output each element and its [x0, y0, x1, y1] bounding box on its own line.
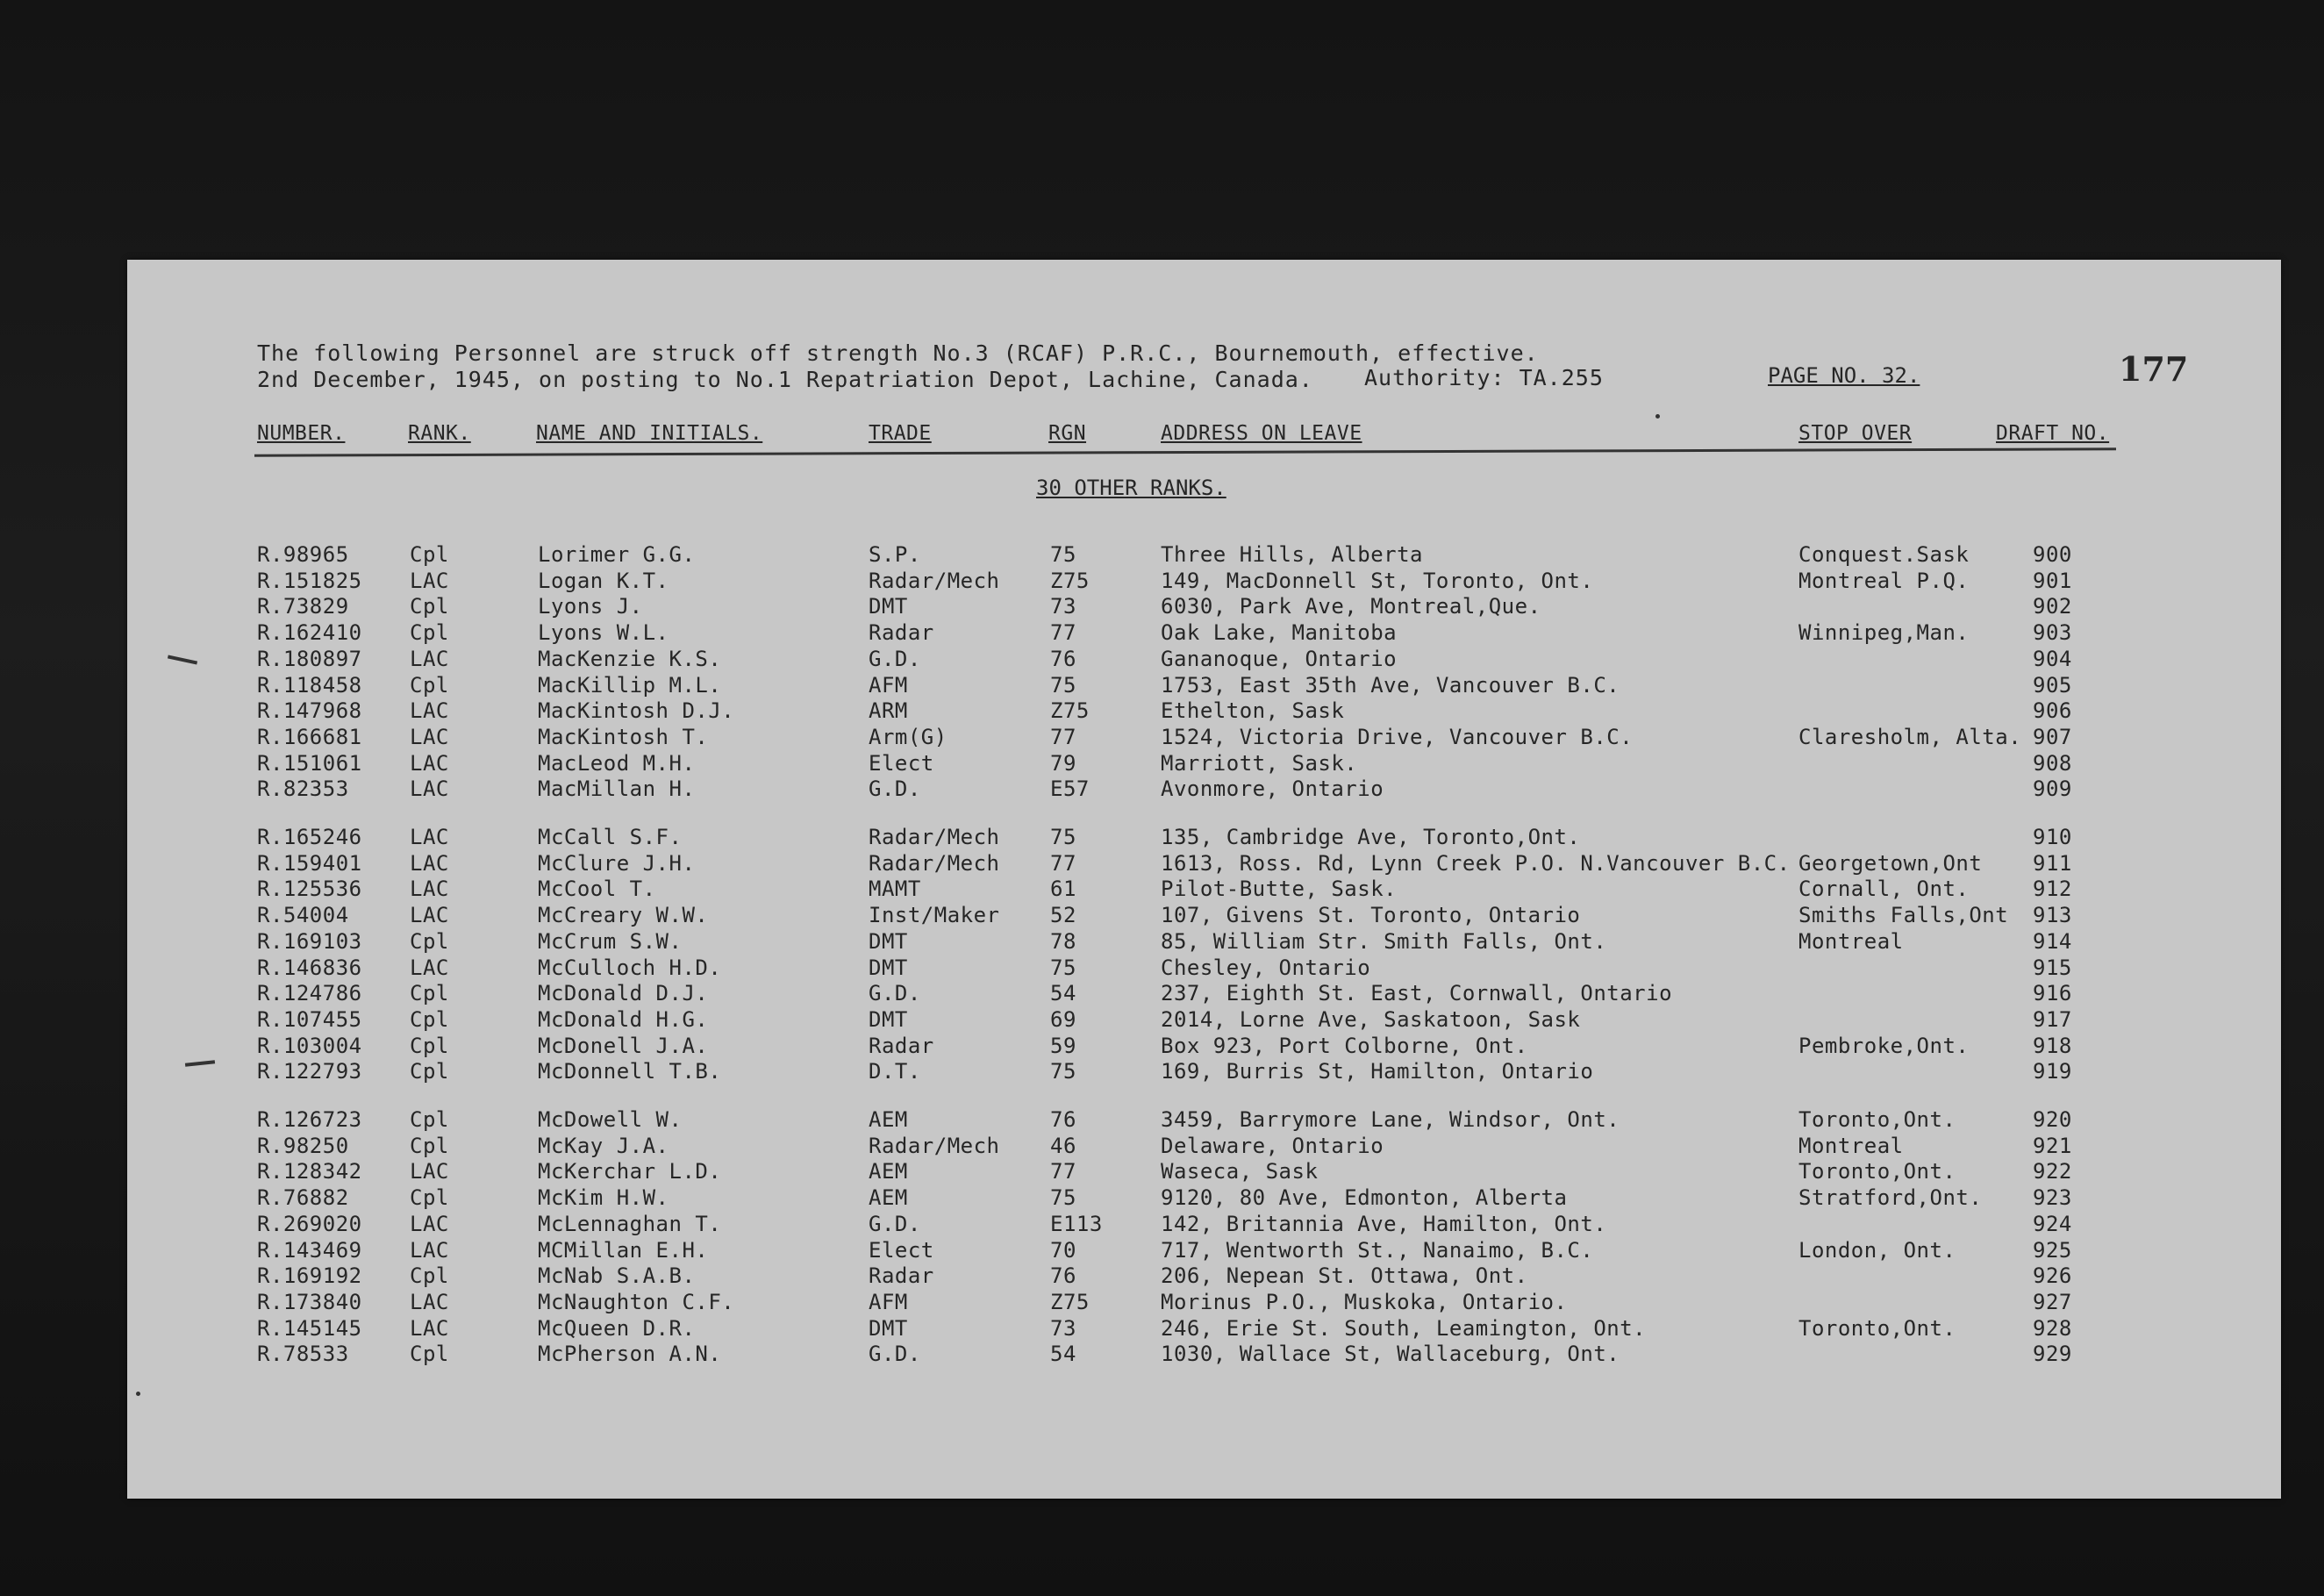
cell-stopover: Montreal: [1798, 929, 1904, 954]
cell-rank: LAC: [410, 1316, 449, 1341]
table-row: [127, 777, 2281, 801]
cell-rgn: 77: [1050, 620, 1076, 645]
cell-rgn: 78: [1050, 929, 1076, 954]
cell-rgn: 69: [1050, 1007, 1076, 1032]
cell-address: 149, MacDonnell St, Toronto, Ont.: [1161, 569, 1594, 593]
cell-number: R.76882: [257, 1185, 349, 1210]
cell-rgn: 77: [1050, 851, 1076, 876]
table-row: [127, 1007, 2281, 1032]
cell-rank: LAC: [410, 569, 449, 593]
table-row: [127, 1290, 2281, 1314]
cell-trade: DMT: [869, 955, 908, 980]
cell-rank: Cpl: [410, 1134, 449, 1158]
cell-name: McNab S.A.B.: [538, 1263, 696, 1288]
table-row: [127, 594, 2281, 619]
table-row: [127, 1316, 2281, 1341]
cell-trade: Radar/Mech: [869, 1134, 1000, 1158]
cell-name: MacLeod M.H.: [538, 751, 696, 776]
table-row: [127, 851, 2281, 876]
cell-trade: G.D.: [869, 981, 921, 1006]
cell-trade: DMT: [869, 929, 908, 954]
cell-draft: 905: [2033, 673, 2072, 698]
cell-number: R.147968: [257, 698, 362, 723]
cell-address: 1753, East 35th Ave, Vancouver B.C.: [1161, 673, 1620, 698]
cell-address: 1524, Victoria Drive, Vancouver B.C.: [1161, 725, 1634, 749]
cell-name: McLennaghan T.: [538, 1212, 722, 1236]
cell-draft: 915: [2033, 955, 2072, 980]
cell-rank: LAC: [410, 955, 449, 980]
cell-trade: Arm(G): [869, 725, 947, 749]
col-rgn: RGN: [1048, 422, 1087, 445]
col-trade: TRADE: [869, 422, 932, 445]
cell-rgn: 75: [1050, 1059, 1076, 1084]
cell-rgn: 75: [1050, 542, 1076, 567]
cell-rank: Cpl: [410, 594, 449, 619]
cell-name: McDonald D.J.: [538, 981, 709, 1006]
cell-rank: LAC: [410, 777, 449, 801]
cell-number: R.143469: [257, 1238, 362, 1263]
cell-number: R.169192: [257, 1263, 362, 1288]
cell-number: R.151825: [257, 569, 362, 593]
cell-rank: LAC: [410, 725, 449, 749]
cell-address: Marriott, Sask.: [1161, 751, 1358, 776]
cell-address: 206, Nepean St. Ottawa, Ont.: [1161, 1263, 1528, 1288]
cell-draft: 914: [2033, 929, 2072, 954]
cell-rgn: 59: [1050, 1034, 1076, 1058]
ink-dot: [1655, 414, 1660, 419]
cell-draft: 907: [2033, 725, 2072, 749]
cell-rgn: 46: [1050, 1134, 1076, 1158]
cell-rank: LAC: [410, 825, 449, 849]
cell-number: R.146836: [257, 955, 362, 980]
cell-rank: Cpl: [410, 981, 449, 1006]
cell-stopover: Conquest.Sask: [1798, 542, 1970, 567]
cell-stopover: Stratford,Ont.: [1798, 1185, 1983, 1210]
cell-rgn: 77: [1050, 725, 1076, 749]
cell-address: 1613, Ross. Rd, Lynn Creek P.O. N.Vancouver B.C.: [1161, 851, 1791, 876]
cell-number: R.180897: [257, 647, 362, 671]
col-address: ADDRESS ON LEAVE: [1161, 422, 1362, 445]
cell-draft: 917: [2033, 1007, 2072, 1032]
cell-number: R.107455: [257, 1007, 362, 1032]
cell-trade: G.D.: [869, 647, 921, 671]
cell-rgn: E57: [1050, 777, 1090, 801]
cell-address: 9120, 80 Ave, Edmonton, Alberta: [1161, 1185, 1568, 1210]
cell-number: R.98250: [257, 1134, 349, 1158]
table-row: [127, 1212, 2281, 1236]
cell-stopover: London, Ont.: [1798, 1238, 1956, 1263]
cell-number: R.54004: [257, 903, 349, 927]
cell-name: MacKillip M.L.: [538, 673, 722, 698]
header-line-1: The following Personnel are struck off strength No.3 (RCAF) P.R.C., Bournemouth, effective.: [257, 340, 1539, 366]
table-row: [127, 725, 2281, 749]
table-row: [127, 1185, 2281, 1210]
cell-trade: Radar: [869, 1263, 934, 1288]
cell-draft: 924: [2033, 1212, 2072, 1236]
cell-number: R.126723: [257, 1107, 362, 1132]
cell-number: R.98965: [257, 542, 349, 567]
cell-rank: Cpl: [410, 1107, 449, 1132]
cell-trade: Radar: [869, 1034, 934, 1058]
page-number: PAGE NO. 32.: [1768, 363, 1920, 388]
table-row: [127, 1238, 2281, 1263]
cell-name: McPherson A.N.: [538, 1342, 722, 1366]
cell-trade: DMT: [869, 1007, 908, 1032]
cell-address: Chesley, Ontario: [1161, 955, 1371, 980]
cell-number: R.166681: [257, 725, 362, 749]
cell-rank: LAC: [410, 1159, 449, 1184]
cell-draft: 918: [2033, 1034, 2072, 1058]
table-row: [127, 955, 2281, 980]
cell-draft: 904: [2033, 647, 2072, 671]
cell-rgn: 79: [1050, 751, 1076, 776]
cell-name: McQueen D.R.: [538, 1316, 696, 1341]
cell-rgn: 76: [1050, 1263, 1076, 1288]
cell-draft: 919: [2033, 1059, 2072, 1084]
cell-stopover: Smiths Falls,Ont: [1798, 903, 2009, 927]
cell-rank: LAC: [410, 751, 449, 776]
cell-name: McDonald H.G.: [538, 1007, 709, 1032]
cell-rank: Cpl: [410, 1342, 449, 1366]
cell-stopover: Pembroke,Ont.: [1798, 1034, 1970, 1058]
cell-rgn: Z75: [1050, 1290, 1090, 1314]
cell-rgn: 77: [1050, 1159, 1076, 1184]
cell-rgn: 73: [1050, 1316, 1076, 1341]
cell-name: McCreary W.W.: [538, 903, 709, 927]
cell-rgn: 54: [1050, 981, 1076, 1006]
cell-rgn: 75: [1050, 1185, 1076, 1210]
table-row: [127, 929, 2281, 954]
cell-rank: Cpl: [410, 620, 449, 645]
cell-rank: Cpl: [410, 542, 449, 567]
cell-name: MCMillan E.H.: [538, 1238, 709, 1263]
folio-number: 177: [2119, 349, 2189, 389]
cell-draft: 902: [2033, 594, 2072, 619]
cell-draft: 921: [2033, 1134, 2072, 1158]
cell-name: McCulloch H.D.: [538, 955, 722, 980]
cell-name: Lorimer G.G.: [538, 542, 696, 567]
cell-stopover: Montreal P.Q.: [1798, 569, 1970, 593]
cell-number: R.165246: [257, 825, 362, 849]
cell-draft: 901: [2033, 569, 2072, 593]
cell-address: Waseca, Sask: [1161, 1159, 1319, 1184]
cell-name: McDowell W.: [538, 1107, 683, 1132]
cell-address: Box 923, Port Colborne, Ont.: [1161, 1034, 1528, 1058]
table-row: [127, 1059, 2281, 1084]
cell-address: 237, Eighth St. East, Cornwall, Ontario: [1161, 981, 1673, 1006]
cell-address: Three Hills, Alberta: [1161, 542, 1423, 567]
table-row: [127, 1034, 2281, 1058]
cell-trade: Radar/Mech: [869, 569, 1000, 593]
cell-trade: ARM: [869, 698, 908, 723]
cell-trade: AEM: [869, 1159, 908, 1184]
cell-name: Lyons W.L.: [538, 620, 669, 645]
cell-number: R.159401: [257, 851, 362, 876]
cell-address: Oak Lake, Manitoba: [1161, 620, 1398, 645]
cell-address: 2014, Lorne Ave, Saskatoon, Sask: [1161, 1007, 1581, 1032]
cell-number: R.128342: [257, 1159, 362, 1184]
cell-name: McDonnell T.B.: [538, 1059, 722, 1084]
cell-stopover: Montreal: [1798, 1134, 1904, 1158]
cell-rgn: 76: [1050, 647, 1076, 671]
cell-name: McNaughton C.F.: [538, 1290, 735, 1314]
cell-stopover: Winnipeg,Man.: [1798, 620, 1970, 645]
cell-stopover: Toronto,Ont.: [1798, 1316, 1956, 1341]
cell-trade: DMT: [869, 594, 908, 619]
cell-address: 3459, Barrymore Lane, Windsor, Ont.: [1161, 1107, 1620, 1132]
cell-trade: Elect: [869, 1238, 934, 1263]
cell-trade: S.P.: [869, 542, 921, 567]
cell-rank: Cpl: [410, 1034, 449, 1058]
cell-trade: AEM: [869, 1107, 908, 1132]
cell-trade: D.T.: [869, 1059, 921, 1084]
cell-number: R.269020: [257, 1212, 362, 1236]
cell-number: R.118458: [257, 673, 362, 698]
cell-draft: 926: [2033, 1263, 2072, 1288]
cell-draft: 909: [2033, 777, 2072, 801]
cell-number: R.173840: [257, 1290, 362, 1314]
cell-number: R.151061: [257, 751, 362, 776]
table-row: [127, 1263, 2281, 1288]
table-row: [127, 647, 2281, 671]
col-name: NAME AND INITIALS.: [536, 422, 763, 445]
cell-rgn: 75: [1050, 955, 1076, 980]
cell-name: McCall S.F.: [538, 825, 683, 849]
cell-number: R.162410: [257, 620, 362, 645]
cell-number: R.122793: [257, 1059, 362, 1084]
cell-rgn: Z75: [1050, 698, 1090, 723]
cell-rank: Cpl: [410, 1007, 449, 1032]
cell-number: R.78533: [257, 1342, 349, 1366]
cell-trade: Radar/Mech: [869, 851, 1000, 876]
cell-address: 107, Givens St. Toronto, Ontario: [1161, 903, 1581, 927]
cell-rgn: 73: [1050, 594, 1076, 619]
cell-stopover: Georgetown,Ont: [1798, 851, 1983, 876]
cell-trade: G.D.: [869, 1342, 921, 1366]
cell-rank: LAC: [410, 1238, 449, 1263]
cell-address: Morinus P.O., Muskoka, Ontario.: [1161, 1290, 1568, 1314]
cell-rank: LAC: [410, 698, 449, 723]
table-row: [127, 1159, 2281, 1184]
cell-address: 142, Britannia Ave, Hamilton, Ont.: [1161, 1212, 1607, 1236]
table-row: [127, 1134, 2281, 1158]
cell-address: 169, Burris St, Hamilton, Ontario: [1161, 1059, 1594, 1084]
cell-rank: Cpl: [410, 673, 449, 698]
cell-rgn: Z75: [1050, 569, 1090, 593]
col-draft: DRAFT NO.: [1996, 422, 2110, 445]
cell-trade: DMT: [869, 1316, 908, 1341]
cell-number: R.145145: [257, 1316, 362, 1341]
cell-name: Lyons J.: [538, 594, 643, 619]
cell-name: McKerchar L.D.: [538, 1159, 722, 1184]
cell-address: Ethelton, Sask: [1161, 698, 1345, 723]
header-line-2: 2nd December, 1945, on posting to No.1 Repatriation Depot, Lachine, Canada.: [257, 367, 1313, 392]
cell-draft: 912: [2033, 877, 2072, 901]
table-row: [127, 673, 2281, 698]
table-row: [127, 825, 2281, 849]
cell-number: R.169103: [257, 929, 362, 954]
cell-number: R.125536: [257, 877, 362, 901]
table-row: [127, 569, 2281, 593]
cell-trade: Radar/Mech: [869, 825, 1000, 849]
cell-address: Delaware, Ontario: [1161, 1134, 1384, 1158]
cell-rank: LAC: [410, 877, 449, 901]
cell-draft: 925: [2033, 1238, 2072, 1263]
section-title: 30 OTHER RANKS.: [1036, 476, 1226, 500]
cell-trade: Inst/Maker: [869, 903, 1000, 927]
cell-number: R.73829: [257, 594, 349, 619]
cell-rank: LAC: [410, 1290, 449, 1314]
cell-rank: Cpl: [410, 1185, 449, 1210]
cell-address: 246, Erie St. South, Leamington, Ont.: [1161, 1316, 1647, 1341]
cell-trade: AFM: [869, 1290, 908, 1314]
cell-name: MacKintosh D.J.: [538, 698, 735, 723]
cell-name: McKim H.W.: [538, 1185, 669, 1210]
cell-rank: LAC: [410, 1212, 449, 1236]
cell-draft: 927: [2033, 1290, 2072, 1314]
cell-trade: G.D.: [869, 1212, 921, 1236]
cell-rgn: E113: [1050, 1212, 1103, 1236]
cell-address: 135, Cambridge Ave, Toronto,Ont.: [1161, 825, 1581, 849]
table-row: [127, 877, 2281, 901]
col-stopover: STOP OVER: [1798, 422, 1913, 445]
cell-draft: 929: [2033, 1342, 2072, 1366]
cell-rgn: 61: [1050, 877, 1076, 901]
cell-draft: 913: [2033, 903, 2072, 927]
cell-name: MacKenzie K.S.: [538, 647, 722, 671]
cell-number: R.124786: [257, 981, 362, 1006]
cell-rgn: 75: [1050, 825, 1076, 849]
cell-stopover: Toronto,Ont.: [1798, 1107, 1956, 1132]
cell-name: MacMillan H.: [538, 777, 696, 801]
cell-rgn: 75: [1050, 673, 1076, 698]
table-row: [127, 751, 2281, 776]
cell-rank: LAC: [410, 851, 449, 876]
cell-name: McClure J.H.: [538, 851, 696, 876]
cell-rgn: 70: [1050, 1238, 1076, 1263]
cell-draft: 922: [2033, 1159, 2072, 1184]
table-row: [127, 542, 2281, 567]
cell-address: 6030, Park Ave, Montreal,Que.: [1161, 594, 1541, 619]
cell-draft: 923: [2033, 1185, 2072, 1210]
cell-stopover: Cornall, Ont.: [1798, 877, 1970, 901]
cell-name: McDonell J.A.: [538, 1034, 709, 1058]
cell-draft: 908: [2033, 751, 2072, 776]
authority: Authority: TA.255: [1364, 365, 1604, 390]
cell-address: 717, Wentworth St., Nanaimo, B.C.: [1161, 1238, 1594, 1263]
table-row: [127, 1107, 2281, 1132]
cell-name: McKay J.A.: [538, 1134, 669, 1158]
cell-address: 85, William Str. Smith Falls, Ont.: [1161, 929, 1607, 954]
cell-draft: 920: [2033, 1107, 2072, 1132]
cell-trade: AFM: [869, 673, 908, 698]
cell-stopover: Claresholm, Alta.: [1798, 725, 2022, 749]
cell-trade: G.D.: [869, 777, 921, 801]
table-row: [127, 698, 2281, 723]
cell-stopover: Toronto,Ont.: [1798, 1159, 1956, 1184]
cell-draft: 928: [2033, 1316, 2072, 1341]
cell-draft: 900: [2033, 542, 2072, 567]
ink-dot: [136, 1392, 140, 1396]
cell-trade: Elect: [869, 751, 934, 776]
cell-address: 1030, Wallace St, Wallaceburg, Ont.: [1161, 1342, 1620, 1366]
cell-draft: 911: [2033, 851, 2072, 876]
cell-address: Avonmore, Ontario: [1161, 777, 1384, 801]
cell-rank: LAC: [410, 903, 449, 927]
cell-name: Logan K.T.: [538, 569, 669, 593]
cell-name: McCool T.: [538, 877, 656, 901]
cell-trade: AEM: [869, 1185, 908, 1210]
cell-rgn: 54: [1050, 1342, 1076, 1366]
cell-name: MacKintosh T.: [538, 725, 709, 749]
cell-address: Gananoque, Ontario: [1161, 647, 1398, 671]
cell-trade: MAMT: [869, 877, 921, 901]
table-row: [127, 620, 2281, 645]
cell-rank: Cpl: [410, 929, 449, 954]
cell-rgn: 52: [1050, 903, 1076, 927]
cell-draft: 903: [2033, 620, 2072, 645]
table-row: [127, 981, 2281, 1006]
cell-draft: 910: [2033, 825, 2072, 849]
cell-number: R.82353: [257, 777, 349, 801]
cell-number: R.103004: [257, 1034, 362, 1058]
cell-draft: 916: [2033, 981, 2072, 1006]
cell-address: Pilot-Butte, Sask.: [1161, 877, 1398, 901]
cell-draft: 906: [2033, 698, 2072, 723]
cell-trade: Radar: [869, 620, 934, 645]
document-sheet: [127, 260, 2281, 1499]
table-row: [127, 1342, 2281, 1366]
cell-rank: LAC: [410, 647, 449, 671]
col-number: NUMBER.: [257, 422, 346, 445]
cell-rgn: 76: [1050, 1107, 1076, 1132]
col-rank: RANK.: [408, 422, 471, 445]
table-row: [127, 903, 2281, 927]
cell-rank: Cpl: [410, 1059, 449, 1084]
cell-rank: Cpl: [410, 1263, 449, 1288]
cell-name: McCrum S.W.: [538, 929, 683, 954]
